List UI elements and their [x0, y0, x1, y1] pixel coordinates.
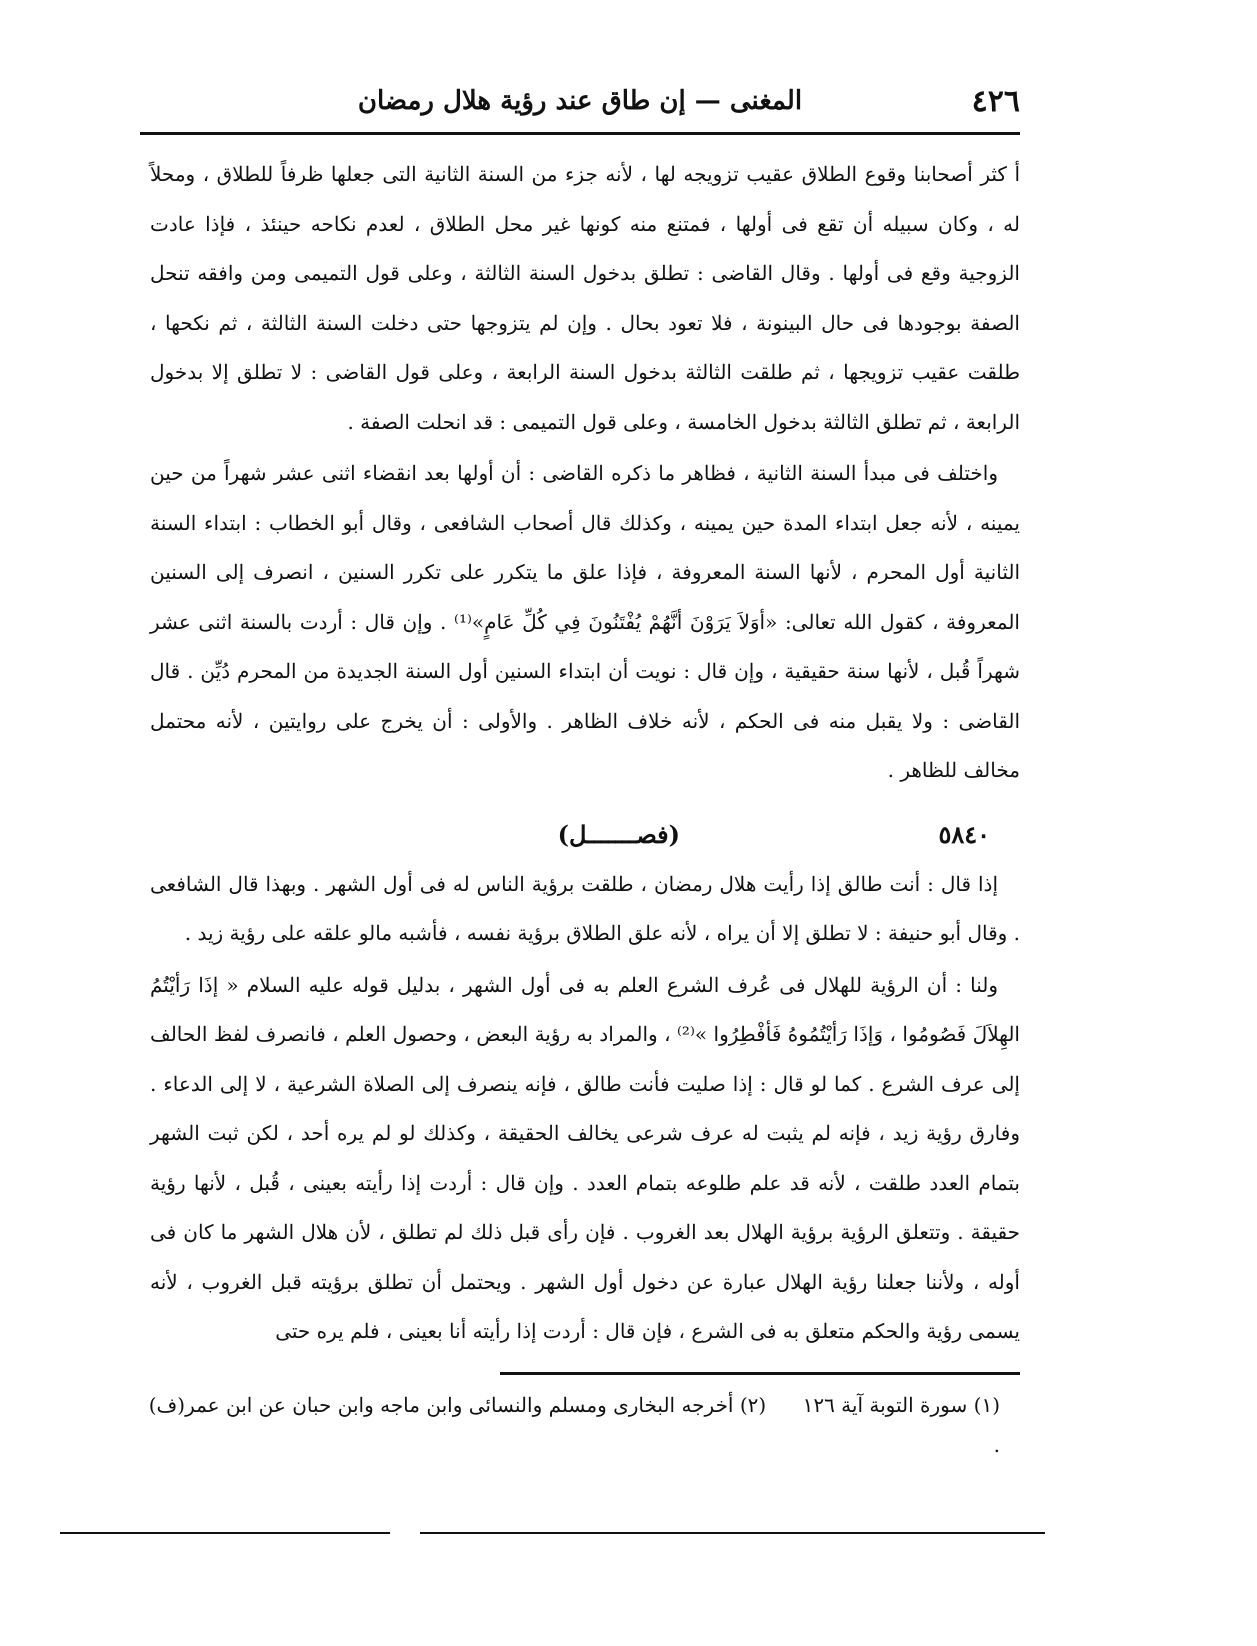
section-number: ٥٨٤٠ [938, 819, 990, 849]
header-rule [140, 132, 1020, 135]
running-title: المغنى — إن طاق عند رؤية هلال رمضان [357, 86, 803, 116]
running-head [140, 84, 1020, 132]
footnote-rule [500, 1372, 1020, 1375]
bottom-rule-left [60, 1532, 390, 1534]
section-heading [150, 804, 1020, 856]
paragraph-3: إذا قال : أنت طالق إذا رأيت هلال رمضان ، طلقت برؤية الناس له فى أول الشهر . وبهذا قال الشافعى . وقال أبو حنيفة : لا تطلق إلا أن يراه ، لأنه علق الطلاق برؤية نفسه ، فأشبه مالو علقه على رؤية زيد . [150, 871, 1020, 945]
footnotes [140, 1385, 1000, 1465]
paragraph-2: واختلف فى مبدأ السنة الثانية ، فظاهر ما ذكره القاضى : أن أولها بعد انقضاء اثنى عشر شهراً من حين يمينه ، لأنه جعل ابتداء المدة حين يمينه ، وكذلك قال أصحاب الشافعى ، وقال أبو الخطاب : ابتداء السنة الثانية أول المحرم ، لأنها السنة المعروفة ، فإذا علق ما يتكرر على تكرر السنين ، انصرف إلى السنين المعروفة ، كقول الله تعالى: «أوَلاَ يَرَوْنَ أنَّهُمْ يُفْتَنُونَ فِي كُلِّ عَامٍ»⁽¹⁾ . وإن قال : أردت بالسنة اثنى عشر شهراً قُبل ، لأنها سنة حقيقية ، وإن قال : نويت أن ابتداء السنين أول السنة الجديدة من المحرم دُيِّن . قال القاضى : ولا يقبل منه فى الحكم ، لأنه خلاف الظاهر . والأولى : أن يخرج على روايتين ، لأنه محتمل مخالف للظاهر . [150, 461, 1020, 782]
paragraph-1: أ كثر أصحابنا وقوع الطلاق عقيب تزويجه لها ، لأنه جزء من السنة الثانية التى جعلها ظرفاً للطلاق ، ومحلاً له ، وكان سبيله أن تقع فى أولها ، فمتنع منه كونها غير محل الطلاق ، لعدم نكاحه حينئذ ، فإذا عادت الزوجية وقع فى أولها . وقال القاضى : تطلق بدخول السنة الثالثة ، وعلى قول التميمى ومن وافقه تنحل الصفة بوجودها فى حال البينونة ، فلا تعود بحال . وإن لم يتزوجها حتى دخلت السنة الثالثة ، ثم نكحها ، طلقت عقيب تزويجها ، ثم طلقت الثالثة بدخول السنة الرابعة ، وعلى قول القاضى : لا تطلق إلا بدخول الرابعة ، ثم تطلق الثالثة بدخول الخامسة ، وعلى قول التميمى : قد انحلت الصفة . [150, 162, 1020, 434]
section-label: (فصـــــــل) [557, 819, 680, 849]
footnote-2: (٢) أخرجه البخارى ومسلم والنسائى وابن ماجه وابن حبان عن ابن عمر(ف) . [148, 1393, 1000, 1457]
main-text [150, 150, 1020, 1357]
footnote-1: (١) سورة التوبة آية ١٢٦ [802, 1393, 1000, 1417]
paragraph-4: ولنا : أن الرؤية للهلال فى عُرف الشرع العلم به فى أول الشهر ، بدليل قوله عليه السلام « إذَا رَأيْتُمُ الهِلاَلَ فَصُومُوا ، وَإذَا رَأيْتُمُوهُ فَأفْطِرُوا »⁽²⁾ ، والمراد به رؤية البعض ، وحصول العلم ، فانصرف لفظ الحالف إلى عرف الشرع . كما لو قال : إذا صليت فأنت طالق ، فإنه ينصرف إلى الصلاة الشرعية ، لا إلى الدعاء . وفارق رؤية زيد ، فإنه لم يثبت له عرف شرعى يخالف الحقيقة ، وكذلك لو لم يره أحد ، لكن ثبت الشهر بتمام العدد طلقت ، لأنه قد علم طلوعه بتمام العدد . وإن قال : أردت إذا رأيته بعينى ، قُبل ، لأنها رؤية حقيقة . وتتعلق الرؤية برؤية الهلال بعد الغروب . فإن رأى قبل ذلك لم تطلق ، لأن هلال الشهر ما كان فى أوله ، ولأننا جعلنا رؤية الهلال عبارة عن دخول أول الشهر . ويحتمل أن تطلق برؤيته قبل الغروب ، لأنه يسمى رؤية والحكم متعلق به فى الشرع ، فإن قال : أردت إذا رأيته أنا بعينى ، فلم يره حتى [150, 972, 1020, 1343]
bottom-rule-right [420, 1532, 1045, 1534]
page-number: ٤٢٦ [971, 84, 1020, 119]
